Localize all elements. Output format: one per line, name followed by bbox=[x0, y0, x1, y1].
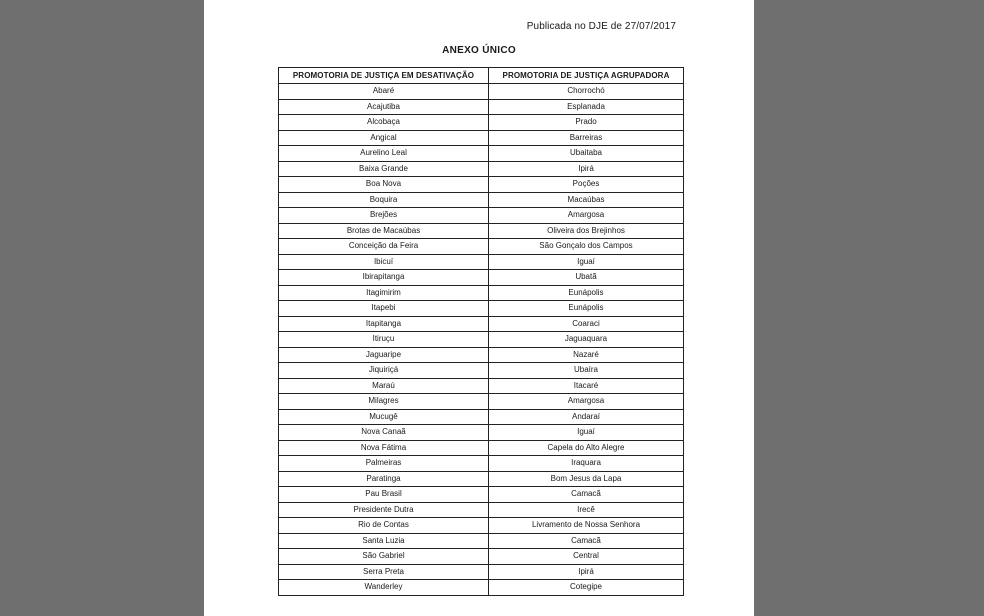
grouping-promotoria-cell: Camacã bbox=[489, 487, 684, 503]
column-header-deactivation: PROMOTORIA DE JUSTIÇA EM DESATIVAÇÃO bbox=[279, 68, 489, 84]
deactivated-promotoria-cell: Acajutiba bbox=[279, 99, 489, 115]
deactivated-promotoria-cell: Nova Canaã bbox=[279, 425, 489, 441]
deactivated-promotoria-cell: Aurelino Leal bbox=[279, 146, 489, 162]
table-row bbox=[279, 347, 684, 363]
table-row bbox=[279, 223, 684, 239]
deactivated-promotoria-cell: Ibirapitanga bbox=[279, 270, 489, 286]
grouping-promotoria-cell: Prado bbox=[489, 115, 684, 131]
deactivated-promotoria-cell: Milagres bbox=[279, 394, 489, 410]
grouping-promotoria-cell: Capela do Alto Alegre bbox=[489, 440, 684, 456]
table-row bbox=[279, 425, 684, 441]
annex-title: ANEXO ÚNICO bbox=[442, 45, 516, 56]
grouping-promotoria-cell: Poções bbox=[489, 177, 684, 193]
grouping-promotoria-cell: Iguaí bbox=[489, 425, 684, 441]
table-body bbox=[279, 84, 684, 596]
table-row bbox=[279, 409, 684, 425]
table-row bbox=[279, 115, 684, 131]
deactivated-promotoria-cell: Itapebi bbox=[279, 301, 489, 317]
table-row bbox=[279, 254, 684, 270]
grouping-promotoria-cell: Esplanada bbox=[489, 99, 684, 115]
table-row bbox=[279, 456, 684, 472]
grouping-promotoria-cell: Iraquara bbox=[489, 456, 684, 472]
grouping-promotoria-cell: São Gonçalo dos Campos bbox=[489, 239, 684, 255]
grouping-promotoria-cell: Central bbox=[489, 549, 684, 565]
deactivated-promotoria-cell: Ibicuí bbox=[279, 254, 489, 270]
deactivated-promotoria-cell: Jaguaripe bbox=[279, 347, 489, 363]
deactivated-promotoria-cell: Nova Fátima bbox=[279, 440, 489, 456]
table-row bbox=[279, 161, 684, 177]
table-row bbox=[279, 316, 684, 332]
table-row bbox=[279, 580, 684, 596]
table-row bbox=[279, 270, 684, 286]
grouping-promotoria-cell: Itacaré bbox=[489, 378, 684, 394]
deactivated-promotoria-cell: Itiruçu bbox=[279, 332, 489, 348]
table-row bbox=[279, 363, 684, 379]
grouping-promotoria-cell: Chorrochó bbox=[489, 84, 684, 100]
table-row bbox=[279, 301, 684, 317]
table-row bbox=[279, 394, 684, 410]
grouping-promotoria-cell: Camacã bbox=[489, 533, 684, 549]
deactivated-promotoria-cell: Alcobaça bbox=[279, 115, 489, 131]
deactivated-promotoria-cell: São Gabriel bbox=[279, 549, 489, 565]
deactivated-promotoria-cell: Santa Luzia bbox=[279, 533, 489, 549]
grouping-promotoria-cell: Macaúbas bbox=[489, 192, 684, 208]
deactivated-promotoria-cell: Brotas de Macaúbas bbox=[279, 223, 489, 239]
table-row bbox=[279, 518, 684, 534]
grouping-promotoria-cell: Amargosa bbox=[489, 208, 684, 224]
grouping-promotoria-cell: Eunápolis bbox=[489, 301, 684, 317]
table-row bbox=[279, 239, 684, 255]
table-row bbox=[279, 533, 684, 549]
grouping-promotoria-cell: Amargosa bbox=[489, 394, 684, 410]
grouping-promotoria-cell: Ipirá bbox=[489, 564, 684, 580]
grouping-promotoria-cell: Livramento de Nossa Senhora bbox=[489, 518, 684, 534]
deactivated-promotoria-cell: Pau Brasil bbox=[279, 487, 489, 503]
grouping-promotoria-cell: Ubaitaba bbox=[489, 146, 684, 162]
table-row bbox=[279, 487, 684, 503]
publication-note: Publicada no DJE de 27/07/2017 bbox=[526, 21, 676, 32]
deactivated-promotoria-cell: Abaré bbox=[279, 84, 489, 100]
deactivated-promotoria-cell: Maraú bbox=[279, 378, 489, 394]
grouping-promotoria-cell: Ipirá bbox=[489, 161, 684, 177]
grouping-promotoria-cell: Ubaíra bbox=[489, 363, 684, 379]
annex-table bbox=[278, 67, 684, 596]
deactivated-promotoria-cell: Itapitanga bbox=[279, 316, 489, 332]
table-row bbox=[279, 130, 684, 146]
table-row bbox=[279, 564, 684, 580]
grouping-promotoria-cell: Barreiras bbox=[489, 130, 684, 146]
document-page bbox=[204, 0, 754, 616]
deactivated-promotoria-cell: Paratinga bbox=[279, 471, 489, 487]
table-row bbox=[279, 549, 684, 565]
deactivated-promotoria-cell: Angical bbox=[279, 130, 489, 146]
grouping-promotoria-cell: Nazaré bbox=[489, 347, 684, 363]
deactivated-promotoria-cell: Jiquiriçá bbox=[279, 363, 489, 379]
deactivated-promotoria-cell: Boquira bbox=[279, 192, 489, 208]
deactivated-promotoria-cell: Baixa Grande bbox=[279, 161, 489, 177]
table-row bbox=[279, 146, 684, 162]
table-row bbox=[279, 208, 684, 224]
grouping-promotoria-cell: Bom Jesus da Lapa bbox=[489, 471, 684, 487]
table-row bbox=[279, 332, 684, 348]
deactivated-promotoria-cell: Brejões bbox=[279, 208, 489, 224]
deactivated-promotoria-cell: Itagimirim bbox=[279, 285, 489, 301]
grouping-promotoria-cell: Irecê bbox=[489, 502, 684, 518]
grouping-promotoria-cell: Eunápolis bbox=[489, 285, 684, 301]
deactivated-promotoria-cell: Wanderley bbox=[279, 580, 489, 596]
table-header-row bbox=[279, 68, 684, 84]
table-row bbox=[279, 84, 684, 100]
table-row bbox=[279, 192, 684, 208]
grouping-promotoria-cell: Jaguaquara bbox=[489, 332, 684, 348]
grouping-promotoria-cell: Iguaí bbox=[489, 254, 684, 270]
deactivated-promotoria-cell: Conceição da Feira bbox=[279, 239, 489, 255]
table-row bbox=[279, 471, 684, 487]
grouping-promotoria-cell: Ubatã bbox=[489, 270, 684, 286]
deactivated-promotoria-cell: Palmeiras bbox=[279, 456, 489, 472]
table-row bbox=[279, 99, 684, 115]
grouping-promotoria-cell: Cotegipe bbox=[489, 580, 684, 596]
grouping-promotoria-cell: Coaraci bbox=[489, 316, 684, 332]
table-row bbox=[279, 502, 684, 518]
table-row bbox=[279, 440, 684, 456]
table-row bbox=[279, 378, 684, 394]
deactivated-promotoria-cell: Boa Nova bbox=[279, 177, 489, 193]
table-row bbox=[279, 177, 684, 193]
column-header-grouping: PROMOTORIA DE JUSTIÇA AGRUPADORA bbox=[489, 68, 684, 84]
grouping-promotoria-cell: Andaraí bbox=[489, 409, 684, 425]
deactivated-promotoria-cell: Presidente Dutra bbox=[279, 502, 489, 518]
grouping-promotoria-cell: Oliveira dos Brejinhos bbox=[489, 223, 684, 239]
deactivated-promotoria-cell: Rio de Contas bbox=[279, 518, 489, 534]
deactivated-promotoria-cell: Mucugê bbox=[279, 409, 489, 425]
deactivated-promotoria-cell: Serra Preta bbox=[279, 564, 489, 580]
table-row bbox=[279, 285, 684, 301]
